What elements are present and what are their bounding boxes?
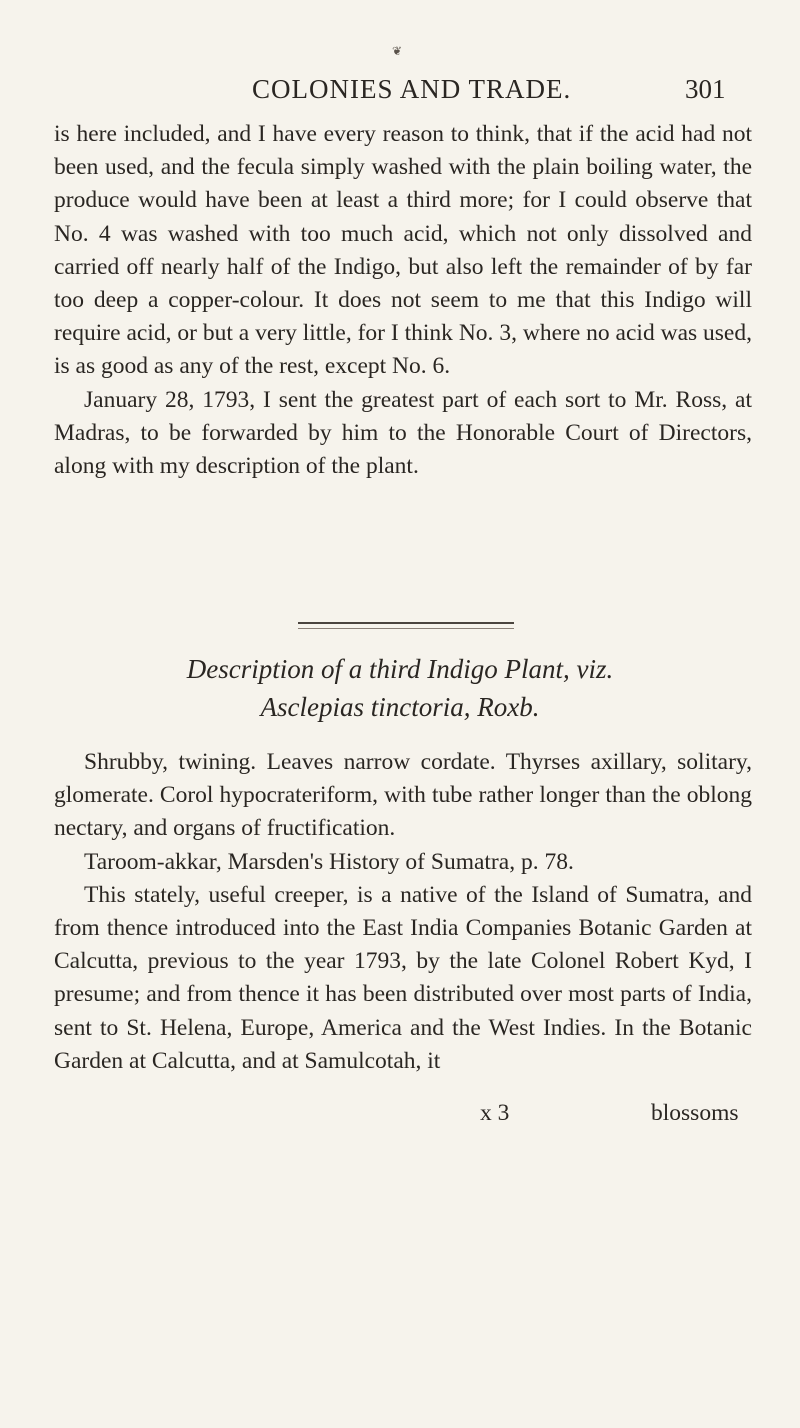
page-number: 301 bbox=[685, 74, 726, 104]
paragraph: is here included, and I have every reason to think, that if the acid had not been used, and the fecula simply washed with the plain boiling water, the produce would have been at least a third more; for I could observe that No. 4 was washed with too much acid, which not only dissolved and carried off nearly half of the Indigo, but also left the remainder of by far too deep a copper-colour. It does not seem to me that this Indigo will require acid, or but a very little, for I think No. 3, where no acid was used, is as good as any of the rest, except No. 6. bbox=[54, 121, 752, 380]
paragraph: Taroom-akkar, Marsden's History of Sumatra, p. 78. bbox=[84, 848, 574, 875]
signature-mark: x 3 bbox=[480, 1100, 510, 1126]
section-heading: Description of a third Indigo Plant, viz. bbox=[186, 654, 614, 684]
catchword: blossoms bbox=[651, 1100, 739, 1126]
section-subheading: Asclepias tinctoria, Roxb. bbox=[260, 692, 540, 722]
section-divider bbox=[298, 622, 514, 629]
text-block-upper bbox=[54, 118, 752, 483]
text-block-lower bbox=[54, 746, 752, 1078]
paragraph: This stately, useful creeper, is a native of the Island of Sumatra, and from thence introduced into the East India Companies Botanic Garden at Calcutta, previous to the year 1793, by the late Colonel Robert Kyd, I presume; and from thence it has been distributed over most parts of India, sent to St. Helena, Europe, America and the West Indies. In the Botanic Garden at Calcutta, and at Samulcotah, it bbox=[54, 881, 752, 1074]
ornament-icon: ❦ bbox=[392, 44, 403, 58]
running-head: COLONIES AND TRADE. bbox=[252, 74, 572, 104]
paragraph: January 28, 1793, I sent the greatest part of each sort to Mr. Ross, at Madras, to be forwarded by him to the Honorable Court of Directors, along with my description of the plant. bbox=[54, 386, 752, 480]
paragraph: Shrubby, twining. Leaves narrow cordate. Thyrses axillary, solitary, glomerate. Corol hypocrateriform, with tube rather longer than the oblong nectary, and organs of fructification. bbox=[54, 749, 752, 842]
